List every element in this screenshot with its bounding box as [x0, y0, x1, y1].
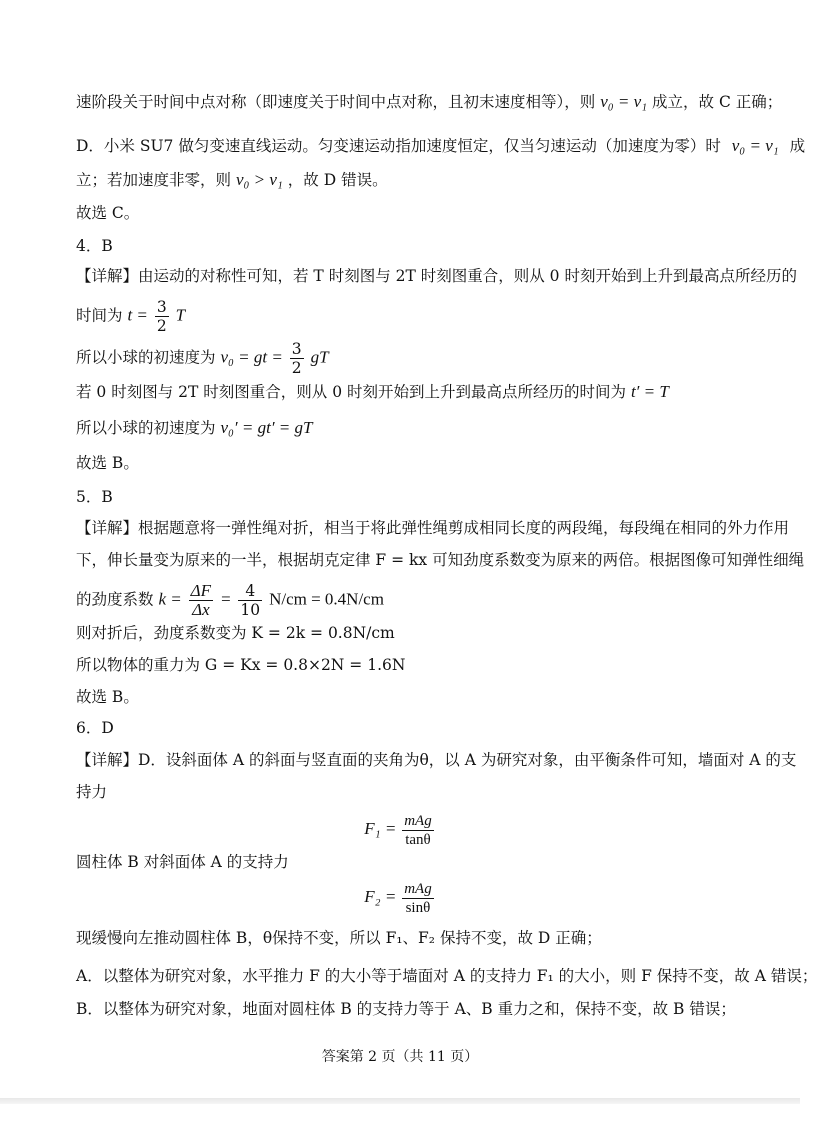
text-line: [76, 418, 312, 438]
math-inline: t′ = T: [630, 382, 669, 401]
fraction: [155, 298, 169, 335]
fraction-numerator: mAg: [404, 813, 432, 829]
text-line: 圆柱体 B 对斜面体 A 的支持力: [76, 853, 289, 871]
math-inline: v₀ = v₁: [600, 92, 648, 111]
text-span: D．小米 SU7 做匀变速直线运动。匀变速运动指加速度恒定，仅当匀速运动（加速度为零）时: [76, 137, 721, 155]
math-inline: F₁ =: [364, 819, 397, 839]
fraction: [402, 880, 434, 917]
page-footer: 答案第 2 页（共 11 页）: [321, 1049, 479, 1065]
fraction-numerator: ΔF: [190, 581, 212, 600]
bottom-divider: [0, 1098, 800, 1104]
text-line: [76, 92, 782, 112]
text-line: [76, 298, 185, 335]
math-inline: gT: [310, 347, 329, 367]
math-inline: t =: [127, 305, 148, 325]
text-line: [76, 170, 388, 190]
equation-f1: [0, 812, 800, 849]
text-line: 则对折后，劲度系数变为 K = 2k = 0.8N/cm: [76, 624, 395, 642]
fraction-numerator: 3: [156, 298, 167, 316]
fraction-denominator: 2: [291, 359, 302, 377]
question-number: 4．B: [76, 237, 113, 255]
question-number: 5．B: [76, 488, 113, 506]
math-inline: N/cm = 0.4N/cm: [269, 589, 384, 609]
fraction: [402, 812, 434, 849]
text-line: 下，伸长量变为原来的一半，根据胡克定律 F = kx 可知劲度系数变为原来的两倍。根据图像可知弹性细绳: [76, 551, 805, 569]
fraction: [238, 582, 262, 619]
text-span: 的劲度系数: [76, 590, 154, 609]
text-line: 持力: [76, 783, 108, 801]
text-line: 【详解】根据题意将一弹性绳对折，相当于将此弹性绳剪成相同长度的两段绳，每段绳在相同的外力作用: [76, 519, 790, 537]
text-span: 所以小球的初速度为: [76, 419, 216, 437]
text-span: 速阶段关于时间中点对称（即速度关于时间中点对称，且初末速度相等），则: [76, 93, 596, 111]
fraction-denominator: Δx: [192, 600, 210, 619]
text-span: ，故 D 错误。: [287, 171, 388, 189]
fraction-numerator: 3: [291, 340, 302, 358]
question-number: 6．D: [76, 719, 114, 737]
text-line: [76, 582, 384, 619]
text-span: 若 0 时刻图与 2T 时刻图重合，则从 0 时刻开始到上升到最高点所经历的时间为: [76, 383, 626, 401]
math-inline: =: [219, 589, 232, 609]
text-line: B．以整体为研究对象，地面对圆柱体 B 的支持力等于 A、B 重力之和，保持不变，故 B 错误；: [76, 1000, 736, 1018]
fraction-numerator: mAg: [404, 881, 432, 897]
text-line: 所以物体的重力为 G = Kx = 0.8×2N = 1.6N: [76, 656, 406, 674]
fraction-denominator: sinθ: [405, 900, 431, 916]
text-line: 现缓慢向左推动圆柱体 B，θ保持不变，所以 F₁、F₂ 保持不变，故 D 正确；: [76, 929, 602, 947]
text-line: 故选 B。: [76, 454, 139, 472]
text-line: A．以整体为研究对象，水平推力 F 的大小等于墙面对 A 的支持力 F₁ 的大小，则 F 保持不变，故 A 错误；: [76, 967, 817, 985]
text-line: [76, 136, 805, 156]
text-line: 故选 C。: [76, 204, 140, 222]
math-inline: k =: [158, 589, 182, 609]
text-span: 时间为: [76, 306, 123, 325]
text-line: 故选 B。: [76, 688, 139, 706]
fraction-numerator: 4: [238, 582, 262, 601]
fraction-denominator: 10: [240, 601, 261, 619]
math-inline: v₀ = gt =: [220, 347, 283, 367]
fraction-denominator: 2: [156, 317, 167, 335]
text-line: 【详解】由运动的对称性可知，若 T 时刻图与 2T 时刻图重合，则从 0 时刻开始到上升到最高点所经历的: [76, 267, 797, 285]
math-inline: F₂ =: [364, 887, 397, 907]
text-span: 所以小球的初速度为: [76, 348, 216, 367]
text-line: [76, 340, 329, 377]
math-inline: v₀ > v₁: [235, 170, 283, 189]
text-span: 成: [789, 137, 806, 155]
equation-f2: [0, 880, 800, 917]
fraction: [189, 582, 213, 619]
fraction: [290, 340, 304, 377]
text-span: 立；若加速度非零，则: [76, 171, 232, 189]
text-line: 【详解】D．设斜面体 A 的斜面与竖直面的夹角为θ，以 A 为研究对象，由平衡条件可知，墙面对 A 的支: [76, 751, 797, 769]
math-inline: v₀′ = gt′ = gT: [220, 418, 313, 437]
math-inline: T: [175, 305, 186, 325]
text-line: [76, 382, 669, 402]
math-inline: v₀ = v₁: [731, 136, 779, 155]
text-span: 成立，故 C 正确；: [652, 93, 783, 111]
fraction-denominator: tanθ: [405, 832, 431, 848]
